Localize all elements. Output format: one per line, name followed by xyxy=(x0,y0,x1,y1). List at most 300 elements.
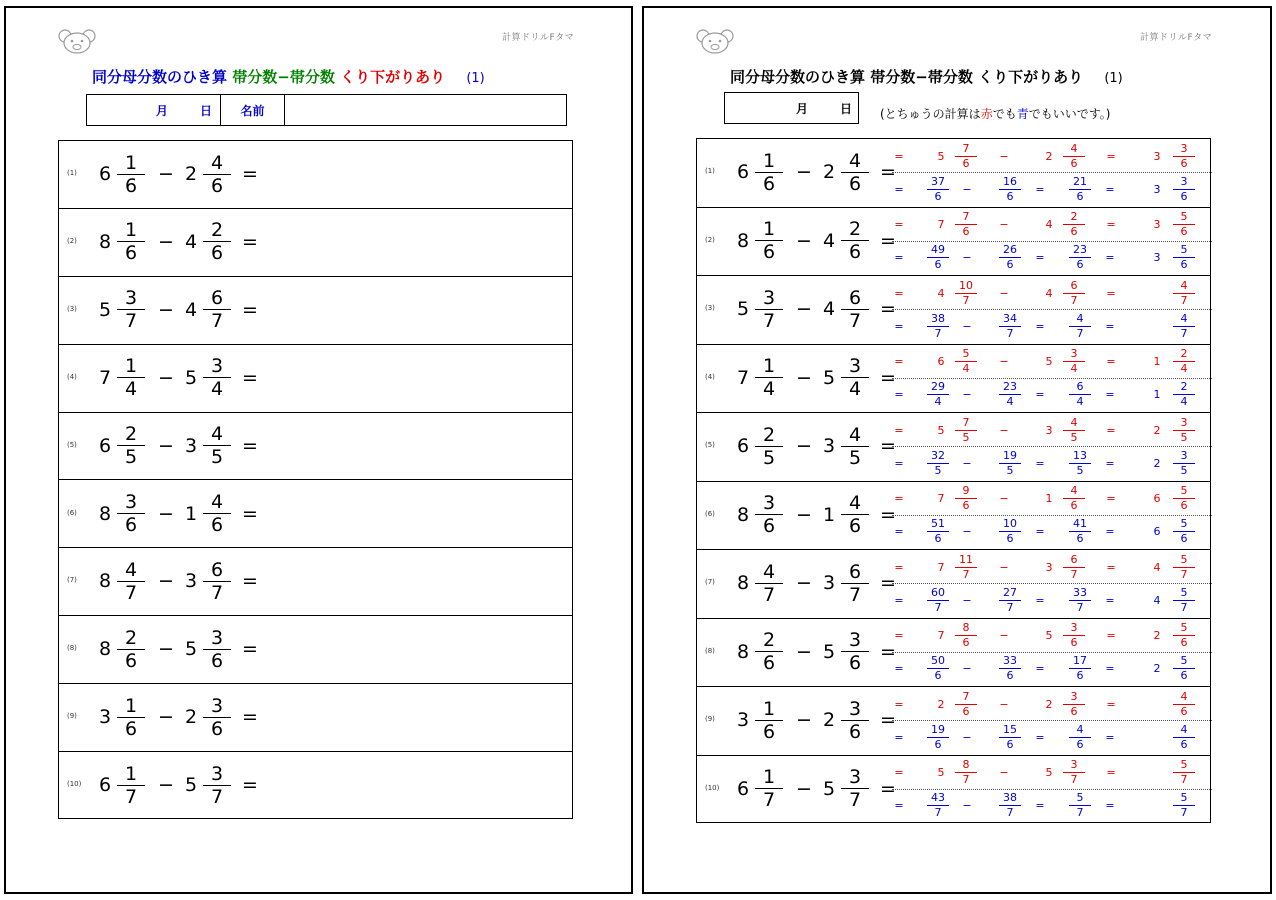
result-fraction-denominator: 6 xyxy=(1180,499,1188,512)
subtrahend-whole: 4 xyxy=(1045,218,1053,231)
problem-number: (10) xyxy=(67,780,82,789)
subtrahend-fraction xyxy=(203,763,231,808)
subtrahend-denominator: 6 xyxy=(848,515,862,537)
problem-expression xyxy=(97,687,265,747)
improper-minuend-denominator: 4 xyxy=(934,395,942,408)
minus-sign: − xyxy=(796,777,812,800)
minus-sign: − xyxy=(999,149,1009,163)
subtrahend-fraction-numerator: 4 xyxy=(1070,141,1078,155)
borrowed-fraction-denominator: 4 xyxy=(962,362,970,375)
minuend-fraction xyxy=(117,627,145,672)
equals-sign: = xyxy=(894,423,904,437)
minus-sign: − xyxy=(796,640,812,663)
minuend-fraction xyxy=(755,218,783,263)
result-fraction-numerator: 5 xyxy=(1180,552,1188,566)
final-fraction-numerator: 5 xyxy=(1180,654,1188,667)
minuend-whole: 5 xyxy=(98,298,112,321)
equals-sign: = xyxy=(1105,182,1115,196)
improper-minuend-numerator: 60 xyxy=(931,585,945,599)
equals-sign: = xyxy=(1106,492,1116,505)
equals-sign: = xyxy=(894,593,904,607)
subtrahend-fraction-denominator: 5 xyxy=(1070,430,1078,444)
borrowed-whole: 5 xyxy=(937,766,945,779)
minus-sign: − xyxy=(999,629,1009,642)
minuend-denominator: 5 xyxy=(762,446,776,469)
subtrahend-numerator: 4 xyxy=(848,149,862,172)
minus-sign: − xyxy=(999,697,1009,711)
subtrahend-denominator: 5 xyxy=(210,446,224,469)
problem-expression xyxy=(735,211,903,271)
minuend-whole: 8 xyxy=(98,638,112,661)
subtrahend-denominator: 7 xyxy=(848,309,862,332)
improper-difference-numerator: 17 xyxy=(1073,654,1087,667)
minuend-whole: 8 xyxy=(736,503,750,526)
minuend-fraction xyxy=(117,763,145,808)
result-fraction-denominator: 7 xyxy=(1180,567,1188,581)
equals-sign: = xyxy=(894,629,904,642)
result-fraction-numerator: 5 xyxy=(1180,758,1188,771)
improper-difference xyxy=(1069,379,1091,411)
problem-row xyxy=(59,209,572,277)
improper-subtrahend xyxy=(999,516,1021,548)
problem-expression xyxy=(97,755,265,815)
equals-sign: = xyxy=(894,697,904,711)
subtrahend-whole: 2 xyxy=(822,161,836,183)
final-fraction-numerator: 5 xyxy=(1180,791,1188,804)
final-fraction xyxy=(1173,516,1195,548)
month-label: 月 xyxy=(795,101,808,116)
subtrahend-fraction xyxy=(203,627,231,672)
improper-subtrahend-numerator: 10 xyxy=(1003,517,1017,530)
subtrahend-whole: 4 xyxy=(822,298,836,320)
subtrahend-denominator: 6 xyxy=(210,717,224,740)
improper-step-line xyxy=(892,447,1212,479)
subtrahend-whole: 5 xyxy=(822,366,836,389)
minuend-denominator: 7 xyxy=(124,310,138,333)
improper-subtrahend-numerator: 33 xyxy=(1003,654,1017,667)
minuend-numerator: 1 xyxy=(124,762,138,785)
answer-row xyxy=(697,687,1210,756)
borrow-step-line xyxy=(892,277,1212,310)
subtrahend-denominator: 7 xyxy=(210,581,224,604)
equals-sign: = xyxy=(1106,355,1116,368)
problem-expression xyxy=(97,144,265,204)
minus-sign: − xyxy=(999,286,1009,300)
equals-sign: = xyxy=(880,298,896,320)
date-cell[interactable] xyxy=(725,93,858,123)
answer-row xyxy=(697,482,1210,551)
minuend-fraction xyxy=(755,492,783,537)
equals-sign: = xyxy=(1035,662,1045,675)
improper-difference xyxy=(1069,310,1091,342)
improper-minuend-denominator: 7 xyxy=(934,600,942,614)
subtrahend-denominator: 4 xyxy=(210,378,224,401)
result-whole: 2 xyxy=(1153,423,1161,437)
minuend-denominator: 6 xyxy=(124,717,138,740)
minuend-fraction xyxy=(117,355,145,400)
borrowed-fraction-denominator: 6 xyxy=(962,499,970,512)
subtrahend-whole: 5 xyxy=(184,774,198,797)
minuend-fraction xyxy=(755,150,783,195)
minuend-numerator: 4 xyxy=(124,558,138,581)
subtrahend-denominator: 7 xyxy=(848,789,862,811)
problem-number: (6) xyxy=(67,508,77,517)
minuend-whole: 8 xyxy=(98,502,112,525)
subtrahend-whole: 5 xyxy=(184,366,198,389)
borrowed-fraction-denominator: 6 xyxy=(962,704,970,718)
subtrahend-fraction-numerator: 6 xyxy=(1070,278,1078,292)
problem-number: (4) xyxy=(705,372,715,381)
minus-sign: − xyxy=(962,593,972,607)
improper-subtrahend-numerator: 26 xyxy=(1003,243,1017,256)
final-fraction-numerator: 5 xyxy=(1180,243,1188,256)
borrowed-whole: 5 xyxy=(937,423,945,437)
minus-sign: − xyxy=(158,366,174,389)
borrowed-fraction-denominator: 5 xyxy=(962,430,970,444)
borrowed-fraction xyxy=(955,620,977,652)
subtrahend-whole: 5 xyxy=(1045,355,1053,368)
date-cell[interactable] xyxy=(87,95,221,125)
result-whole: 6 xyxy=(1153,492,1161,505)
borrow-step-line xyxy=(892,551,1212,584)
worked-answer xyxy=(892,346,1212,411)
subtrahend-whole: 1 xyxy=(822,503,836,526)
borrowed-fraction-denominator: 6 xyxy=(962,636,970,649)
borrowed-whole: 7 xyxy=(937,218,945,231)
name-field[interactable] xyxy=(285,95,566,125)
subtrahend-fraction xyxy=(203,423,231,468)
subtrahend-denominator: 6 xyxy=(210,174,224,197)
minus-sign: − xyxy=(796,709,812,731)
equals-sign: = xyxy=(894,388,904,401)
subtrahend-fraction-denominator: 4 xyxy=(1070,362,1078,375)
subtrahend-whole: 5 xyxy=(822,640,836,663)
result-fraction xyxy=(1173,140,1195,172)
improper-subtrahend xyxy=(999,310,1021,342)
equals-sign: = xyxy=(1035,456,1045,470)
improper-minuend-numerator: 50 xyxy=(931,654,945,667)
subtrahend-fraction xyxy=(841,355,869,400)
minus-sign: − xyxy=(962,662,972,675)
minuend-whole: 8 xyxy=(98,230,112,253)
minuend-whole: 8 xyxy=(736,229,750,252)
problem-number: (10) xyxy=(705,783,720,792)
minuend-numerator: 1 xyxy=(762,697,776,720)
result-whole: 1 xyxy=(1153,355,1161,368)
final-whole: 6 xyxy=(1153,525,1161,538)
answer-row xyxy=(697,619,1210,688)
worked-answer xyxy=(892,483,1212,548)
minuend-denominator: 7 xyxy=(124,581,138,604)
problem-row xyxy=(59,413,572,481)
result-fraction-numerator: 5 xyxy=(1180,621,1188,634)
improper-difference-denominator: 7 xyxy=(1076,326,1084,340)
worked-answer xyxy=(892,757,1212,822)
final-fraction-numerator: 5 xyxy=(1180,585,1188,599)
hint-text-post: でもいいです。) xyxy=(1028,107,1111,121)
minuend-whole: 6 xyxy=(98,163,112,185)
minuend-denominator: 4 xyxy=(124,378,138,401)
subtrahend-whole: 4 xyxy=(184,298,198,321)
subtrahend-numerator: 4 xyxy=(848,423,862,446)
improper-difference xyxy=(1069,173,1091,205)
result-fraction xyxy=(1173,414,1195,446)
improper-difference-numerator: 23 xyxy=(1073,243,1087,256)
minus-sign: − xyxy=(962,251,972,264)
subtrahend-numerator: 2 xyxy=(848,218,862,240)
borrowed-fraction-numerator: 10 xyxy=(959,278,973,292)
minus-sign: − xyxy=(158,298,174,321)
subtrahend-whole: 3 xyxy=(184,434,198,457)
final-whole: 4 xyxy=(1153,593,1161,607)
improper-minuend-numerator: 38 xyxy=(931,311,945,325)
borrowed-fraction xyxy=(955,551,977,583)
subtrahend-fraction xyxy=(203,491,231,536)
subtrahend-whole: 5 xyxy=(1045,766,1053,779)
minuend-fraction xyxy=(755,629,783,674)
minuend-numerator: 2 xyxy=(124,626,138,649)
subtrahend-fraction-numerator: 3 xyxy=(1070,758,1078,771)
improper-difference xyxy=(1069,516,1091,548)
minuend-denominator: 7 xyxy=(762,583,776,606)
minus-sign: − xyxy=(796,503,812,526)
improper-step-line xyxy=(892,653,1212,685)
minuend-fraction xyxy=(755,287,783,332)
problem-row xyxy=(59,277,572,345)
subtrahend-fraction xyxy=(1063,757,1085,789)
hint-red-word: 赤 xyxy=(980,107,993,121)
equals-sign: = xyxy=(894,456,904,470)
improper-difference-numerator: 5 xyxy=(1076,791,1084,804)
minuend-denominator: 7 xyxy=(124,785,138,808)
borrowed-fraction-numerator: 9 xyxy=(962,484,970,497)
minus-sign: − xyxy=(962,730,972,744)
minuend-denominator: 6 xyxy=(762,720,776,743)
title-part-3: くり下がりあり xyxy=(340,68,446,86)
subtrahend-fraction xyxy=(203,152,231,197)
minuend-whole: 6 xyxy=(736,777,750,800)
worked-answer xyxy=(892,277,1212,342)
minuend-fraction xyxy=(755,355,783,400)
borrowed-fraction xyxy=(955,483,977,515)
minus-sign: − xyxy=(962,799,972,812)
equals-sign: = xyxy=(1105,319,1115,333)
minus-sign: − xyxy=(999,218,1009,231)
worksheet-title xyxy=(92,66,485,87)
result-fraction xyxy=(1173,277,1195,309)
minuend-whole: 8 xyxy=(98,570,112,593)
worked-answer xyxy=(892,620,1212,685)
subtrahend-fraction-numerator: 4 xyxy=(1070,484,1078,497)
subtrahend-numerator: 3 xyxy=(848,697,862,720)
equals-sign: = xyxy=(880,640,896,663)
improper-difference-denominator: 4 xyxy=(1076,395,1084,408)
answer-row xyxy=(697,345,1210,414)
problem-number: (1) xyxy=(705,167,715,175)
improper-difference-denominator: 6 xyxy=(1076,189,1084,203)
improper-subtrahend xyxy=(999,790,1021,822)
title-part-1: 同分母分数のひき算 xyxy=(730,68,866,86)
improper-minuend xyxy=(927,310,949,342)
minus-sign: − xyxy=(158,706,174,729)
problem-row xyxy=(59,684,572,752)
improper-minuend-denominator: 6 xyxy=(934,669,942,682)
minuend-fraction xyxy=(755,424,783,469)
subtrahend-fraction xyxy=(841,561,869,606)
subtrahend-fraction-denominator: 6 xyxy=(1070,156,1078,170)
improper-subtrahend-numerator: 38 xyxy=(1003,791,1017,804)
minuend-fraction xyxy=(117,219,145,264)
borrowed-fraction xyxy=(955,140,977,172)
minuend-denominator: 6 xyxy=(762,172,776,195)
minuend-denominator: 7 xyxy=(762,309,776,332)
improper-subtrahend-denominator: 7 xyxy=(1006,806,1014,819)
result-fraction xyxy=(1173,757,1195,789)
equals-sign: = xyxy=(242,774,258,797)
problem-expression xyxy=(97,280,265,340)
improper-subtrahend-numerator: 34 xyxy=(1003,311,1017,325)
minuend-denominator: 6 xyxy=(762,241,776,263)
borrowed-whole: 5 xyxy=(937,149,945,163)
equals-sign: = xyxy=(242,706,258,729)
subtrahend-denominator: 6 xyxy=(848,652,862,674)
subtrahend-numerator: 6 xyxy=(210,558,224,581)
equals-sign: = xyxy=(1105,730,1115,744)
equals-sign: = xyxy=(242,163,258,185)
improper-minuend xyxy=(927,242,949,274)
equals-sign: = xyxy=(1106,218,1116,231)
improper-subtrahend xyxy=(999,721,1021,753)
equals-sign: = xyxy=(894,286,904,300)
improper-minuend xyxy=(927,653,949,685)
worked-answer xyxy=(892,551,1212,616)
improper-difference-denominator: 6 xyxy=(1076,669,1084,682)
borrowed-fraction-denominator: 7 xyxy=(962,567,970,581)
problem-expression xyxy=(97,619,265,679)
answer-row xyxy=(697,756,1210,825)
subtrahend-fraction xyxy=(841,287,869,332)
improper-minuend-numerator: 19 xyxy=(931,722,945,736)
minuend-whole: 6 xyxy=(736,435,750,457)
improper-difference-numerator: 6 xyxy=(1076,380,1084,393)
borrowed-fraction-denominator: 6 xyxy=(962,225,970,238)
minuend-numerator: 1 xyxy=(762,766,776,788)
minuend-whole: 8 xyxy=(736,640,750,663)
minuend-fraction xyxy=(755,766,783,811)
problem-list xyxy=(58,140,573,819)
improper-subtrahend xyxy=(999,242,1021,274)
improper-minuend-numerator: 43 xyxy=(931,791,945,804)
equals-sign: = xyxy=(894,730,904,744)
subtrahend-denominator: 6 xyxy=(848,720,862,743)
improper-difference-denominator: 6 xyxy=(1076,737,1084,751)
result-fraction-denominator: 6 xyxy=(1180,704,1188,718)
borrowed-fraction-numerator: 8 xyxy=(962,758,970,771)
minuend-denominator: 6 xyxy=(762,515,776,537)
subtrahend-whole: 2 xyxy=(184,706,198,729)
minuend-numerator: 2 xyxy=(762,423,776,446)
improper-difference-numerator: 4 xyxy=(1076,722,1084,736)
minus-sign: − xyxy=(962,456,972,470)
subtrahend-fraction xyxy=(841,218,869,263)
result-fraction xyxy=(1173,209,1195,241)
improper-subtrahend-numerator: 15 xyxy=(1003,722,1017,736)
equals-sign: = xyxy=(894,251,904,264)
calculation-hint xyxy=(880,105,1110,122)
borrowed-fraction-numerator: 8 xyxy=(962,621,970,634)
improper-difference xyxy=(1069,242,1091,274)
problem-number: (4) xyxy=(67,372,77,381)
problem-number: (2) xyxy=(67,236,77,245)
minuend-numerator: 4 xyxy=(762,560,776,583)
hint-text-mid: でも xyxy=(992,107,1017,121)
subtrahend-whole: 1 xyxy=(1045,492,1053,505)
equals-sign: = xyxy=(880,435,896,457)
subtrahend-fraction-numerator: 6 xyxy=(1070,552,1078,566)
result-fraction xyxy=(1173,551,1195,583)
subtrahend-whole: 3 xyxy=(1045,423,1053,437)
subtrahend-numerator: 3 xyxy=(210,762,224,785)
improper-minuend-denominator: 6 xyxy=(934,189,942,203)
final-fraction xyxy=(1173,790,1195,822)
improper-minuend xyxy=(927,790,949,822)
subtrahend-fraction-denominator: 6 xyxy=(1070,499,1078,512)
equals-sign: = xyxy=(1105,799,1115,812)
borrowed-fraction-numerator: 11 xyxy=(959,552,973,566)
improper-difference-numerator: 4 xyxy=(1076,311,1084,325)
minuend-numerator: 1 xyxy=(762,355,776,377)
problem-number: (6) xyxy=(705,509,715,518)
set-number: (1) xyxy=(466,71,485,86)
equals-sign: = xyxy=(1035,730,1045,744)
minuend-numerator: 2 xyxy=(762,629,776,651)
improper-step-line xyxy=(892,310,1212,342)
minuend-numerator: 3 xyxy=(124,491,138,513)
result-fraction-denominator: 5 xyxy=(1180,430,1188,444)
worked-answer xyxy=(892,688,1212,753)
improper-subtrahend-denominator: 6 xyxy=(1006,258,1014,271)
subtrahend-fraction-denominator: 6 xyxy=(1070,704,1078,718)
borrowed-fraction xyxy=(955,209,977,241)
result-fraction-numerator: 4 xyxy=(1180,689,1188,703)
subtrahend-denominator: 7 xyxy=(210,785,224,808)
final-fraction-denominator: 6 xyxy=(1180,737,1188,751)
final-whole: 1 xyxy=(1153,388,1161,401)
improper-difference-denominator: 5 xyxy=(1076,463,1084,477)
final-fraction xyxy=(1173,447,1195,479)
problem-row xyxy=(59,141,572,209)
borrowed-fraction xyxy=(955,277,977,309)
hint-blue-word: 青 xyxy=(1016,107,1029,121)
minus-sign: − xyxy=(999,355,1009,368)
equals-sign: = xyxy=(880,572,896,594)
problem-number: (8) xyxy=(705,646,715,655)
final-fraction-numerator: 5 xyxy=(1180,517,1188,530)
worked-answer xyxy=(892,140,1212,205)
borrow-step-line xyxy=(892,346,1212,379)
subtrahend-fraction xyxy=(203,695,231,740)
minus-sign: − xyxy=(962,182,972,196)
improper-difference-denominator: 6 xyxy=(1076,258,1084,271)
answer-row xyxy=(697,208,1210,277)
result-whole: 4 xyxy=(1153,560,1161,574)
subtrahend-numerator: 6 xyxy=(210,287,224,310)
subtrahend-denominator: 6 xyxy=(210,242,224,265)
minus-sign: − xyxy=(796,229,812,252)
subtrahend-fraction-numerator: 4 xyxy=(1070,415,1078,429)
final-fraction xyxy=(1173,584,1195,616)
equals-sign: = xyxy=(1035,182,1045,196)
